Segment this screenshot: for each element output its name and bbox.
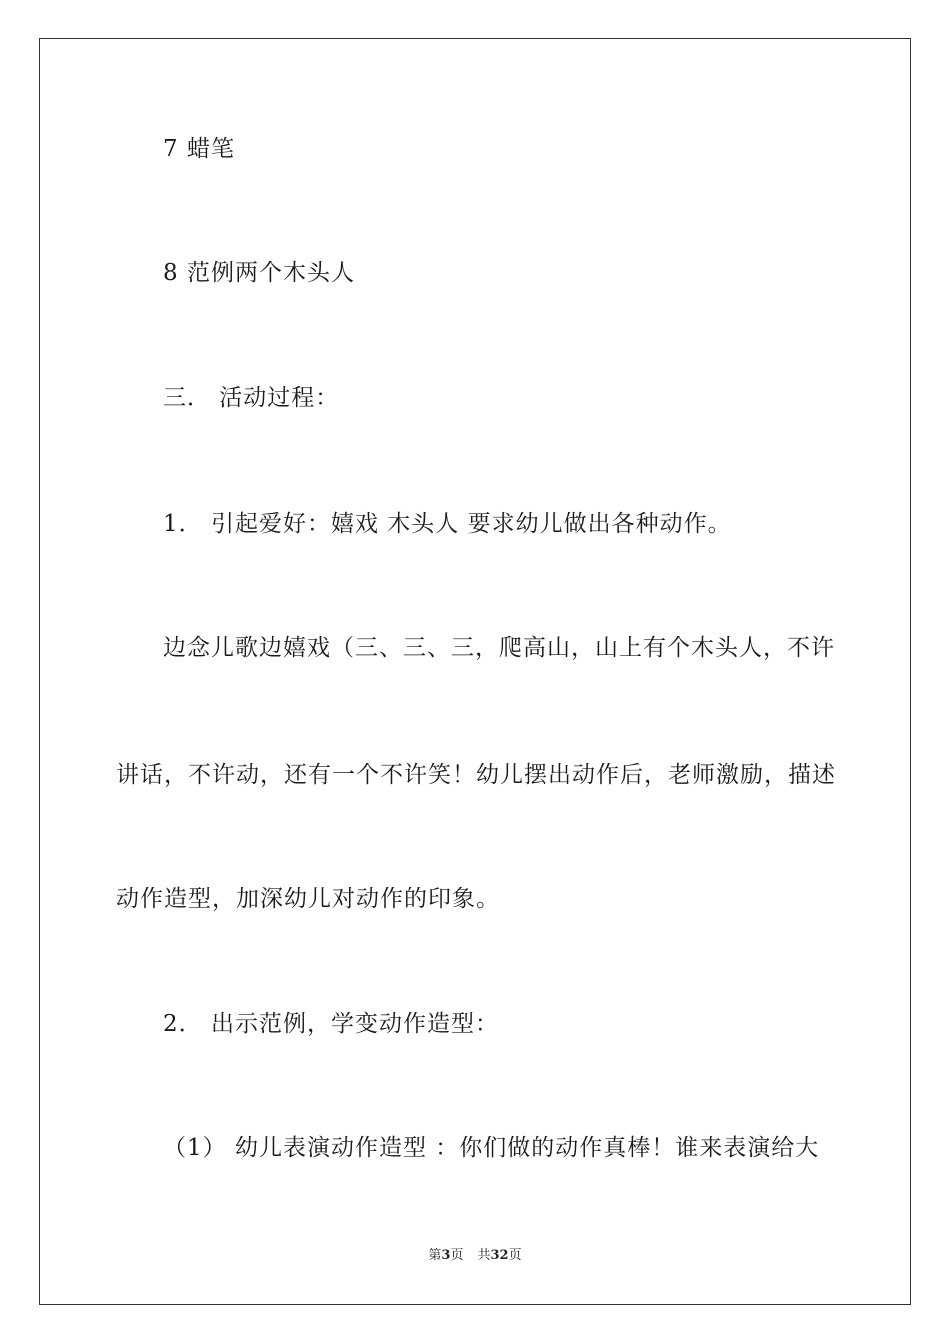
page-border [39, 38, 911, 1305]
list-item-crayons: 7 蜡笔 [163, 136, 235, 162]
footer-page-prefix: 第 [428, 1248, 442, 1263]
footer-page-current: 3 [441, 1248, 451, 1263]
footer-page-unit: 页 [450, 1248, 464, 1263]
footer-total-unit: 页 [508, 1248, 522, 1263]
sub-step-1-line: （1） 幼儿表演动作造型 ：你们做的动作真棒！谁来表演给大 [163, 1135, 820, 1161]
list-item-examples: 8 范例两个木头人 [163, 260, 355, 286]
paragraph-line-3: 动作造型，加深幼儿对动作的印象。 [116, 886, 500, 912]
footer-page-total: 32 [490, 1248, 509, 1263]
step-2-heading: 2． 出示范例，学变动作造型： [163, 1011, 499, 1037]
step-1-heading: 1． 引起爱好：嬉戏 木头人 要求幼儿做出各种动作。 [163, 511, 732, 537]
section-heading-activity-process: 三． 活动过程： [163, 385, 340, 411]
paragraph-line-2: 讲话，不许动，还有一个不许笑！幼儿摆出动作后，老师激励，描述 [116, 762, 836, 788]
footer-total-prefix: 共 [477, 1248, 491, 1263]
page-footer [0, 1247, 950, 1265]
paragraph-line-1: 边念儿歌边嬉戏（三、三、三，爬高山，山上有个木头人，不许 [163, 635, 835, 661]
